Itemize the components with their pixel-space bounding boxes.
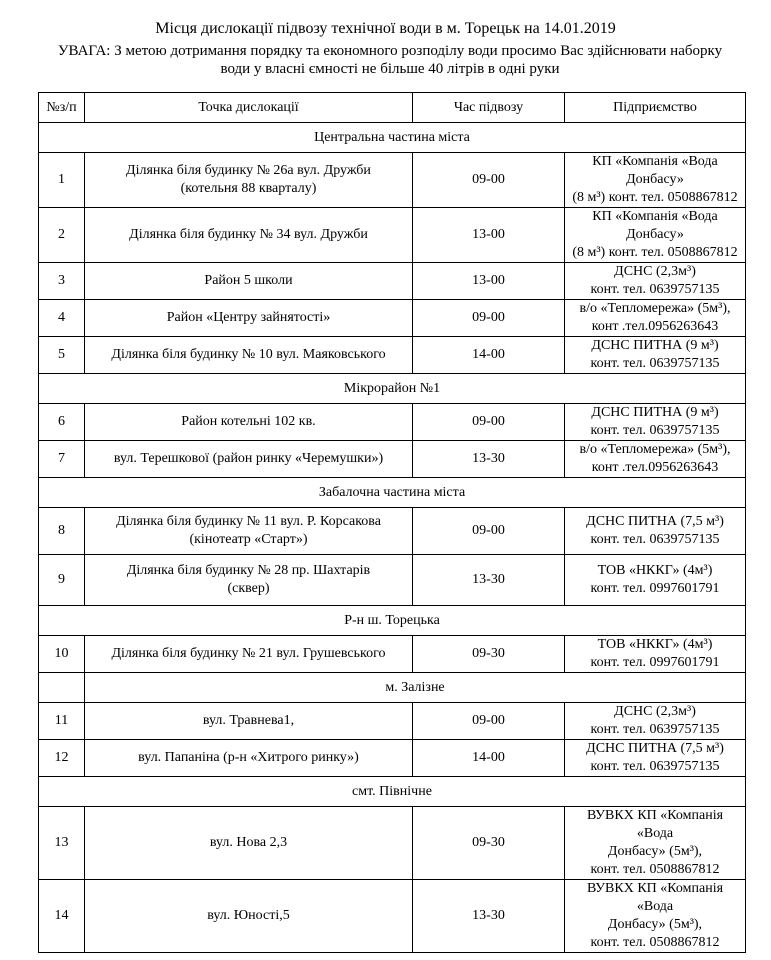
row-company: в/о «Тепломережа» (5м³), конт .тел.0956263643: [565, 300, 746, 337]
table-row: [39, 555, 746, 606]
row-company: ВУВКХ КП «Компанія «Вода Донбасу» (5м³), конт. тел. 0508867812: [565, 880, 746, 953]
row-company: КП «Компанія «Вода Донбасу» (8 м³) конт. тел. 0508867812: [565, 208, 746, 263]
row-location: вул. Юності,5: [85, 880, 413, 953]
header-time: Час підвозу: [413, 93, 565, 123]
row-time: 09-00: [413, 153, 565, 208]
row-location: Район 5 школи: [85, 263, 413, 300]
row-company: ДСНС (2,3м³) конт. тел. 0639757135: [565, 263, 746, 300]
row-num: 4: [39, 300, 85, 337]
row-num: 10: [39, 636, 85, 673]
notice-line-2: води у власні ємності не більше 40 літрів в одні руки: [220, 61, 560, 77]
section-row: [39, 374, 746, 404]
table-row: [39, 441, 746, 478]
row-time: 09-00: [413, 703, 565, 740]
section-title: м. Залізне: [85, 673, 746, 703]
table-row: [39, 880, 746, 953]
row-time: 09-30: [413, 636, 565, 673]
table-row: [39, 636, 746, 673]
header-num: №з/п: [39, 93, 85, 123]
row-location: Ділянка біля будинку № 21 вул. Грушевського: [85, 636, 413, 673]
section-title: смт. Північне: [39, 777, 746, 807]
row-company: ТОВ «НККГ» (4м³) конт. тел. 0997601791: [565, 555, 746, 606]
row-location: Ділянка біля будинку № 26а вул. Дружби (котельня 88 кварталу): [85, 153, 413, 208]
row-num: 3: [39, 263, 85, 300]
section-row: [39, 478, 746, 508]
notice-line-1: УВАГА: З метою дотримання порядку та економного розподілу води просимо Вас здійснювати наборку: [57, 43, 723, 59]
table-row: [39, 300, 746, 337]
row-company: ВУВКХ КП «Компанія «Вода Донбасу» (5м³), конт. тел. 0508867812: [565, 807, 746, 880]
row-location: вул. Терешкової (район ринку «Черемушки»): [85, 441, 413, 478]
row-time: 13-30: [413, 441, 565, 478]
row-company: ТОВ «НККГ» (4м³) конт. тел. 0997601791: [565, 636, 746, 673]
row-company: ДСНС ПИТНА (9 м³) конт. тел. 0639757135: [565, 337, 746, 374]
row-num: 14: [39, 880, 85, 953]
section-title: Центральна частина міста: [39, 123, 746, 153]
table-row: [39, 703, 746, 740]
table-row: [39, 263, 746, 300]
header-location: Точка дислокації: [85, 93, 413, 123]
section-title: Забалочна частина міста: [39, 478, 746, 508]
row-location: вул. Нова 2,3: [85, 807, 413, 880]
water-schedule-table: [38, 92, 746, 953]
table-row: [39, 208, 746, 263]
section-row: [39, 777, 746, 807]
table-header-row: [39, 93, 746, 123]
row-num: 6: [39, 404, 85, 441]
row-company: ДСНС (2,3м³) конт. тел. 0639757135: [565, 703, 746, 740]
row-time: 14-00: [413, 740, 565, 777]
row-num: 13: [39, 807, 85, 880]
row-location: Ділянка біля будинку № 11 вул. Р. Корсакова (кінотеатр «Старт»): [85, 508, 413, 555]
row-num: 9: [39, 555, 85, 606]
section-title: Р-н ш. Торецька: [39, 606, 746, 636]
table-row: [39, 153, 746, 208]
section-row: [39, 673, 746, 703]
row-num: 8: [39, 508, 85, 555]
row-time: 09-30: [413, 807, 565, 880]
table-row: [39, 807, 746, 880]
table-row: [39, 337, 746, 374]
section-spacer: [39, 673, 85, 703]
row-location: Район котельні 102 кв.: [85, 404, 413, 441]
row-location: Ділянка біля будинку № 34 вул. Дружби: [85, 208, 413, 263]
row-location: Район «Центру зайнятості»: [85, 300, 413, 337]
table-row: [39, 508, 746, 555]
row-company: в/о «Тепломережа» (5м³), конт .тел.0956263643: [565, 441, 746, 478]
row-time: 14-00: [413, 337, 565, 374]
row-time: 13-30: [413, 880, 565, 953]
row-num: 5: [39, 337, 85, 374]
row-company: ДСНС ПИТНА (9 м³) конт. тел. 0639757135: [565, 404, 746, 441]
row-time: 13-00: [413, 263, 565, 300]
header-company: Підприємство: [565, 93, 746, 123]
section-row: [39, 606, 746, 636]
document-title: Місця дислокації підвозу технічної води в м. Торецьк на 14.01.2019: [155, 20, 616, 37]
notice-text: [40, 42, 740, 78]
row-num: 12: [39, 740, 85, 777]
row-time: 13-30: [413, 555, 565, 606]
row-time: 09-00: [413, 300, 565, 337]
section-row: [39, 123, 746, 153]
row-company: КП «Компанія «Вода Донбасу» (8 м³) конт. тел. 0508867812: [565, 153, 746, 208]
row-num: 1: [39, 153, 85, 208]
row-location: вул. Папаніна (р-н «Хитрого ринку»): [85, 740, 413, 777]
row-location: Ділянка біля будинку № 28 пр. Шахтарів (сквер): [85, 555, 413, 606]
row-company: ДСНС ПИТНА (7,5 м³) конт. тел. 0639757135: [565, 740, 746, 777]
row-time: 09-00: [413, 404, 565, 441]
row-location: вул. Травнева1,: [85, 703, 413, 740]
row-num: 7: [39, 441, 85, 478]
table-row: [39, 740, 746, 777]
row-num: 11: [39, 703, 85, 740]
row-time: 13-00: [413, 208, 565, 263]
row-time: 09-00: [413, 508, 565, 555]
row-company: ДСНС ПИТНА (7,5 м³) конт. тел. 0639757135: [565, 508, 746, 555]
section-title: Мікрорайон №1: [39, 374, 746, 404]
row-num: 2: [39, 208, 85, 263]
row-location: Ділянка біля будинку № 10 вул. Маяковського: [85, 337, 413, 374]
table-row: [39, 404, 746, 441]
